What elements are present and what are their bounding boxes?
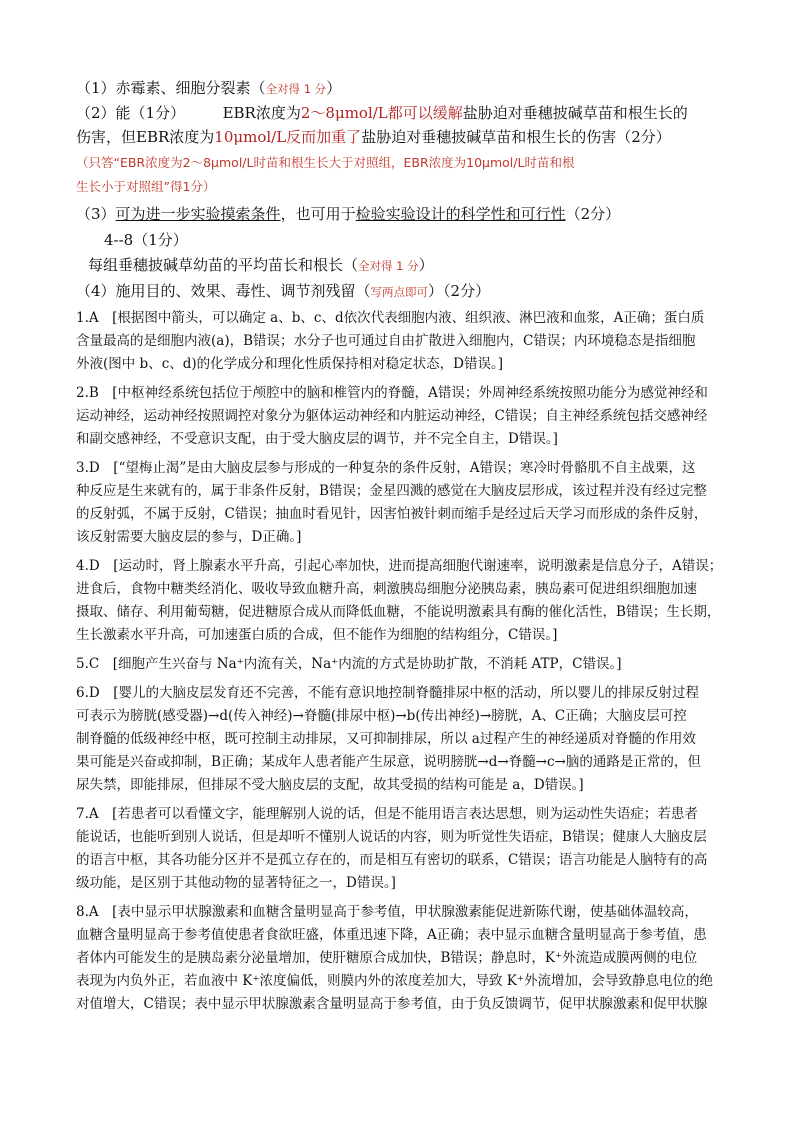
explanation-line: 血糖含量明显高于参考值使患者食欲旺盛，体重迅速下降，A正确；表中显示血糖含量明显高于参考值，患 xyxy=(76,927,707,943)
explanation-line: 和副交感神经，不受意识支配，由于受大脑皮层的调节，并不完全自主，D错误。] xyxy=(76,431,558,447)
explanation-line: 尿失禁，即能排尿，但排尿不受大脑皮层的支配，故其受损的结构可能是 a，D错误。] xyxy=(76,777,584,793)
q1-score-note: 全对得 1 分 xyxy=(265,82,327,96)
q2-score-note-line1: （只答“EBR浓度为2～8μmol/L时苗和根生长大于对照组，EBR浓度为10μmol/L时苗和根 xyxy=(76,155,575,170)
q2-answer-line2: 伤害，但EBR浓度为10μmol/L反而加重了盐胁迫对垂穗披碱草苗和根生长的伤害（2分） xyxy=(76,128,671,146)
q1-text: （1）赤霉素、细胞分裂素（ xyxy=(76,79,266,97)
q2-answer-line1: （2）能（1分） EBR浓度为2～8μmol/L都可以缓解盐胁迫对垂穗披碱草苗和根生长的 xyxy=(76,104,688,122)
q4-answer: （4）施用目的、效果、毒性、调节剂残留（写两点即可）（2分） xyxy=(76,282,491,300)
explanation-line: 摄取、储存、利用葡萄糖，促进糖原合成从而降低血糖，不能说明激素具有酶的催化活性，B错误；生长期， xyxy=(76,604,721,620)
explanation-line: 种反应是生来就有的，属于非条件反射，B错误；金星四溅的感觉在大脑皮层形成，该过程并没有经过完整 xyxy=(76,483,707,499)
explanation-line: 8.A [表中显示甲状腺激素和血糖含量明显高于参考值，甲状腺激素能促进新陈代谢，使基础体温较高， xyxy=(76,904,698,920)
explanation-line: 级功能，是区别于其他动物的显著特征之一，D错误。] xyxy=(76,875,396,891)
explanation-line: 的反射弧，不属于反射，C错误；抽血时看见针，因害怕被针刺而缩手是经过后天学习而形成的条件反射， xyxy=(76,506,708,522)
explanation-line: 生长激素水平升高，可加速蛋白质的合成，但不能作为细胞的结构组分，C错误。] xyxy=(76,627,558,643)
q2-highlight-1: 2～8μmol/L都可以缓解 xyxy=(300,104,463,122)
q1-close: ） xyxy=(326,79,342,97)
explanation-line: 能说话，也能听到别人说话，但是却听不懂别人说话的内容，则为听觉性失语症，B错误；健康人大脑皮层 xyxy=(76,829,707,845)
q3-answer-line2: 4--8（1分） xyxy=(104,231,188,249)
explanation-line: 含量最高的是细胞内液(a)，B错误；水分子也可通过自由扩散进入细胞内，C错误；内环境稳态是指细胞 xyxy=(76,333,696,349)
explanation-line: 5.C [细胞产生兴奋与 Na⁺内流有关，Na⁺内流的方式是协助扩散，不消耗 ATP，C错误。] xyxy=(76,656,622,672)
q4-score-note: 写两点即可 xyxy=(370,285,429,299)
explanation-line: 者体内可能发生的是胰岛素分泌量增加，使肝糖原合成加快，B错误；静息时，K⁺外流造成膜两侧的电位 xyxy=(76,950,698,966)
q3-point-2: 检验实验设计的科学性和可行性 xyxy=(355,205,566,223)
explanation-line: 果可能是兴奋或抑制，B正确；某成年人患者能产生尿意，说明膀胱→d→脊髓→c→脑的通路是正常的，但 xyxy=(76,754,701,770)
explanation-line: 的语言中枢，其各功能分区并不是孤立存在的，而是相互有密切的联系，C错误；语言功能是人脑特有的高 xyxy=(76,852,708,868)
explanation-line: 该反射需要大脑皮层的参与，D正确。] xyxy=(76,529,302,545)
q3-answer-line1: （3）可为进一步实验摸索条件，也可用于检验实验设计的科学性和可行性（2分） xyxy=(76,205,621,223)
explanation-line: 运动神经，运动神经按照调控对象分为躯体运动神经和内脏运动神经，C错误；自主神经系统包括交感神经 xyxy=(76,408,708,424)
q3-score-note: 全对得 1 分 xyxy=(358,259,419,273)
explanation-line: 表现为内负外正，若血液中 K⁺浓度偏低，则膜内外的浓度差加大，导致 K⁺外流增加，会导致静息电位的绝 xyxy=(76,973,714,989)
explanation-line: 3.D [“望梅止渴”是由大脑皮层参与形成的一种复杂的条件反射，A错误；寒冷时骨骼肌不自主战栗，这 xyxy=(76,460,696,476)
explanation-line: 2.B [中枢神经系统包括位于颅腔中的脑和椎管内的脊髓，A错误；外周神经系统按照功能分为感觉神经和 xyxy=(76,385,708,401)
explanation-line: 外液(图中 b、c、d)的化学成分和理化性质保持相对稳定状态，D错误。] xyxy=(76,356,504,372)
q3-point-1: 可为进一步实验摸索条件 xyxy=(115,205,281,223)
explanation-line: 进食后，食物中糖类经消化、吸收导致血糖升高，刺激胰岛细胞分泌胰岛素，胰岛素可促进组织细胞加速 xyxy=(76,581,697,597)
explanation-line: 1.A [根据图中箭头，可以确定 a、b、c、d依次代表细胞内液、组织液、淋巴液和血浆，A正确；蛋白质 xyxy=(76,310,705,326)
explanation-line: 制脊髓的低级神经中枢，既可控制主动排尿，又可抑制排尿，所以 a过程产生的神经递质对脊髓的作用效 xyxy=(76,731,696,747)
explanation-line: 可表示为膀胱(感受器)→d(传入神经)→脊髓(排尿中枢)→b(传出神经)→膀胱，A、C正确；大脑皮层可控 xyxy=(76,708,687,724)
explanation-line: 6.D [婴儿的大脑皮层发育还不完善，不能有意识地控制脊髓排尿中枢的活动，所以婴儿的排尿反射过程 xyxy=(76,685,699,701)
q1-answer xyxy=(76,77,341,100)
q2-highlight-2: 10μmol/L反而加重了 xyxy=(214,128,362,146)
explanation-line: 4.D [运动时，肾上腺素水平升高，引起心率加快，进而提高细胞代谢速率，说明激素是信息分子，A错误； xyxy=(76,558,723,574)
explanation-line: 7.A [若患者可以看懂文字，能理解别人说的话，但是不能用语言表达思想，则为运动性失语症；若患者 xyxy=(76,806,698,822)
explanation-line: 对值增大，C错误；表中显示甲状腺激素含量明显高于参考值，由于负反馈调节，促甲状腺激素和促甲状腺 xyxy=(76,996,708,1012)
q2-score-note-line2: 生长小于对照组”得1分） xyxy=(76,179,216,194)
q3-answer-line3: 每组垂穗披碱草幼苗的平均苗长和根长（全对得 1 分） xyxy=(88,256,434,274)
